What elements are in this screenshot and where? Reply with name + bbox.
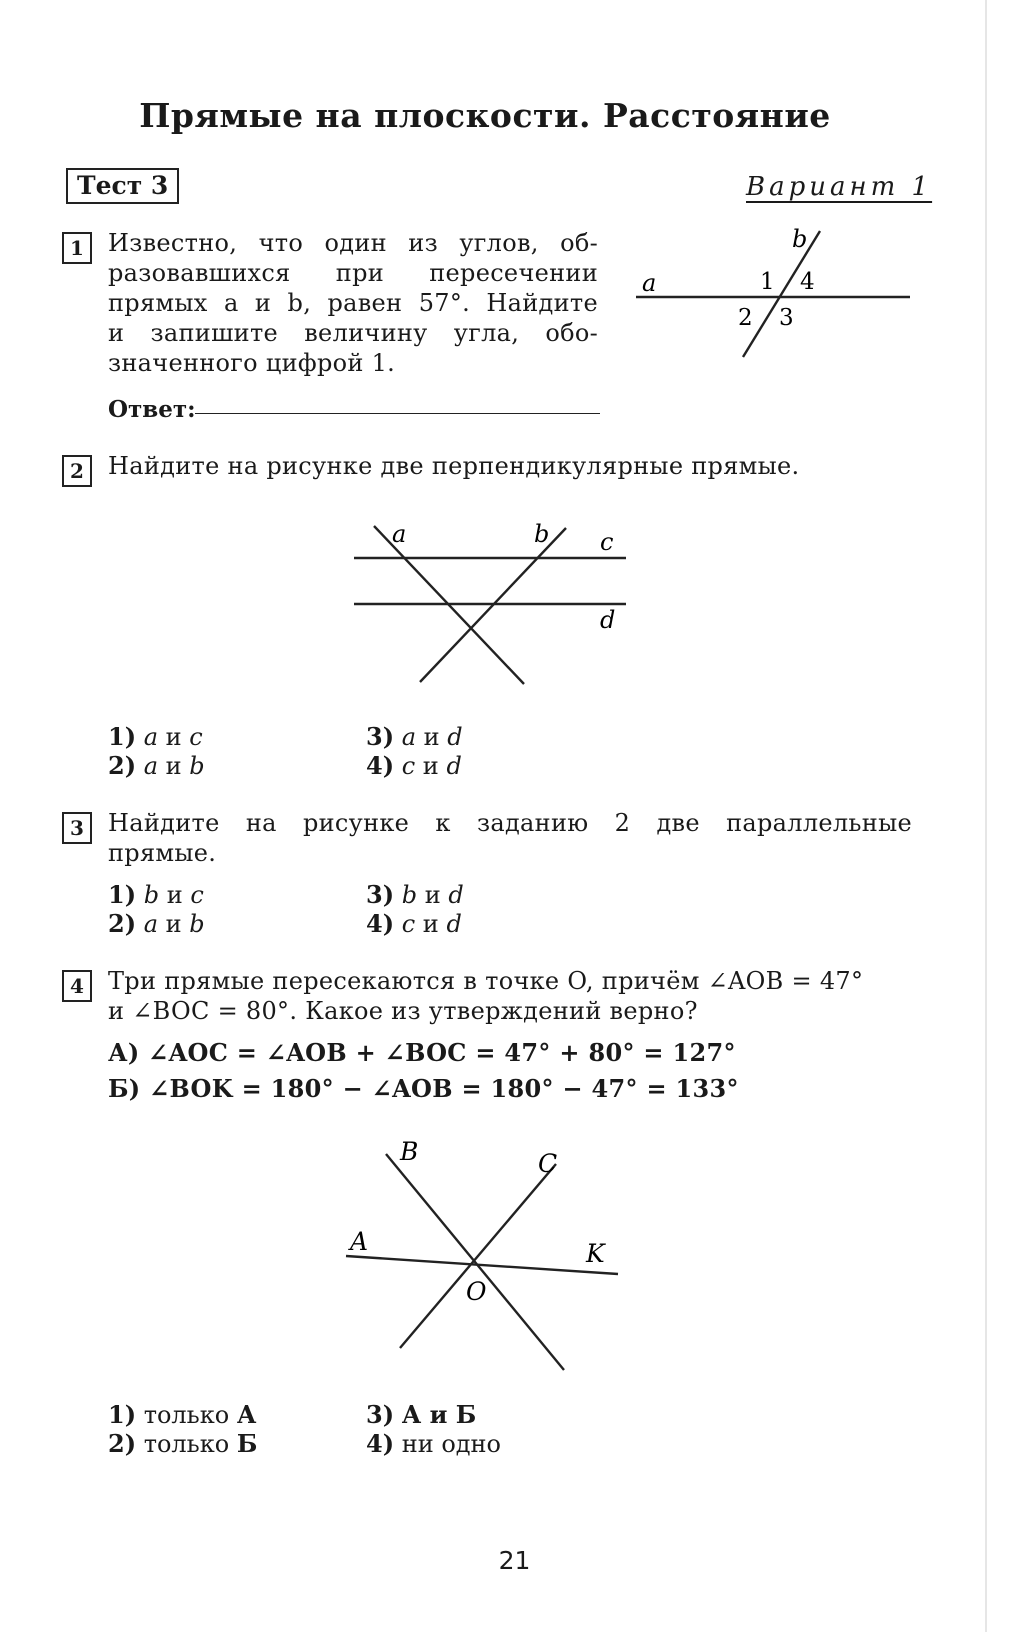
variant-label: Вариант 1 [746,172,933,202]
page-number: 21 [498,1546,531,1575]
option-conj: и [165,723,182,751]
option-number: 2) [108,1429,137,1458]
option-line-1: a [143,723,159,751]
option-line-2: d [448,881,464,909]
question-2-option-4[interactable] [366,751,462,781]
option-number: 1) [108,880,137,909]
option-number: 3) [366,1400,395,1429]
option-number: 4) [366,909,395,938]
answer-input-line[interactable] [195,412,600,414]
test-label: Тест 3 [66,168,179,204]
question-2-option-1[interactable] [108,722,203,752]
question-3-line: прямые. [108,839,217,867]
question-1-line: прямых a и b, равен 57°. Найдите [108,289,598,317]
option-number: 4) [366,1429,395,1458]
question-2-option-3[interactable] [366,722,463,752]
question-1-line: разовавшихся при пересечении [108,259,598,287]
option-text: только [143,1430,230,1458]
page-title: Прямые на плоскости. Расстояние [139,96,831,135]
label-C: C [538,1149,558,1178]
option-line-1: a [143,752,159,780]
option-conj: и [423,723,440,751]
option-number: 3) [366,722,395,751]
question-1-number: 1 [62,232,92,264]
angle-1-label: 1 [760,269,775,295]
option-number: 1) [108,722,137,751]
option-conj: и [422,910,439,938]
question-3-number: 3 [62,812,92,844]
option-line-1: a [401,723,417,751]
label-B: B [400,1137,419,1166]
question-4-option-4[interactable] [366,1429,501,1459]
question-2-number: 2 [62,455,92,487]
question-4-text [108,966,912,1026]
question-4-line: и ∠BOC = 80°. Какое из утверждений верно? [108,997,698,1025]
question-1-line: Известно, что один из углов, об- [108,229,598,257]
angle-3-label: 3 [779,305,794,331]
question-1-line: значенного цифрой 1. [108,349,396,377]
label-a: a [642,269,657,297]
line-c [400,1164,556,1348]
angle-4-label: 4 [800,269,815,295]
option-line-2: d [446,910,462,938]
question-2-figure [348,520,648,690]
question-3-line: Найдите на рисунке к заданию 2 две параллельные [108,809,912,837]
option-number: 4) [366,751,395,780]
question-3-text [108,808,912,868]
option-number: 2) [108,909,137,938]
question-3-option-2[interactable] [108,909,205,939]
question-2-text: Найдите на рисунке две перпендикулярные прямые. [108,452,800,480]
option-text: только [143,1401,230,1429]
question-1-text [108,228,598,378]
option-line-2: d [447,723,463,751]
option-line-2: d [446,752,462,780]
option-line-1: b [143,881,160,909]
page-edge-shadow [985,0,987,1632]
label-d: d [600,606,616,634]
option-conj: и [424,881,441,909]
option-bold: Б [236,1429,258,1458]
question-3-option-4[interactable] [366,909,462,939]
question-4-option-3[interactable] [366,1400,476,1430]
label-O: O [466,1277,487,1306]
question-2-option-2[interactable] [108,751,205,781]
option-line-1: a [143,910,159,938]
answer-label: Ответ: [108,396,196,423]
option-line-1: c [401,910,416,938]
option-number: 1) [108,1400,137,1429]
option-bold: А и Б [401,1400,477,1429]
question-4-figure [338,1130,638,1380]
label-b: b [534,520,550,548]
label-c: c [600,528,614,556]
option-number: 3) [366,880,395,909]
question-4-option-2[interactable] [108,1429,257,1459]
option-conj: и [165,910,182,938]
label-b: b [792,225,808,253]
option-line-2: b [189,752,205,780]
question-3-option-1[interactable] [108,880,204,910]
option-number: 2) [108,751,137,780]
question-3-option-3[interactable] [366,880,464,910]
option-line-2: c [189,723,203,751]
option-line-1: c [401,752,416,780]
label-A: A [350,1227,369,1256]
label-K: K [586,1239,605,1268]
option-line-1: b [401,881,418,909]
question-4-line: Три прямые пересекаются в точке O, причём ∠AOB = 47° [108,967,864,995]
option-conj: и [165,752,182,780]
option-conj: и [422,752,439,780]
statement-a: А) ∠AOC = ∠AOB + ∠BOC = 47° + 80° = 127° [108,1038,736,1067]
question-4-option-1[interactable] [108,1400,256,1430]
angle-2-label: 2 [738,305,753,331]
option-bold: А [236,1400,257,1429]
question-1-figure [628,225,918,365]
option-line-2: b [189,910,205,938]
question-4-number: 4 [62,970,92,1002]
statement-b: Б) ∠BOK = 180° − ∠AOB = 180° − 47° = 133° [108,1074,739,1103]
option-line-2: c [190,881,204,909]
option-conj: и [166,881,183,909]
question-1-line: и запишите величину угла, обо- [108,319,598,347]
option-text: ни одно [401,1430,501,1458]
label-a: a [392,520,407,548]
